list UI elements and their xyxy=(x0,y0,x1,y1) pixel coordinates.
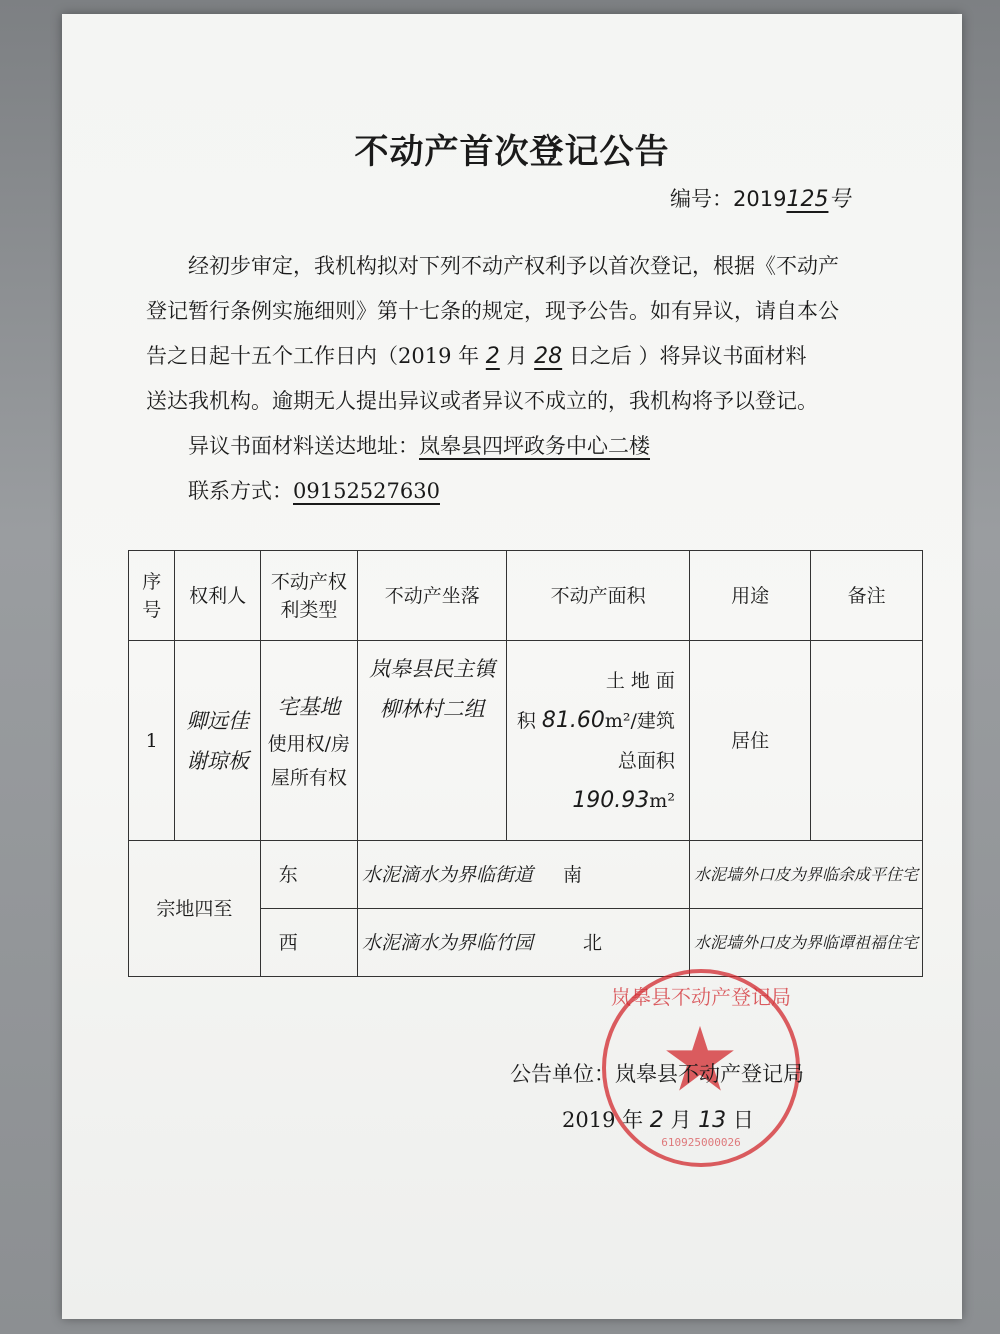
document-title: 不动产首次登记公告 xyxy=(354,132,670,172)
date-year: 2019 年 xyxy=(562,1108,650,1132)
seal-text: 岚皋县不动产登记局 xyxy=(611,985,791,1009)
body-line-3-a: 告之日起十五个工作日内（2019 年 xyxy=(146,344,486,368)
body-line-3 xyxy=(146,334,866,379)
area-line-3 xyxy=(511,741,675,821)
cell-use: 居住 xyxy=(689,641,810,841)
east-label: 东 xyxy=(260,841,357,909)
holder-1: 卿远佳 xyxy=(186,708,250,733)
property-table xyxy=(128,550,923,977)
header-area: 不动产面积 xyxy=(507,551,690,641)
table-header-row xyxy=(129,551,923,641)
issue-date xyxy=(562,1104,754,1134)
objection-month: 2 xyxy=(485,344,500,369)
document-number xyxy=(670,182,850,213)
location-1: 岚皋县民主镇 xyxy=(369,657,496,681)
contact-label: 联系方式： xyxy=(188,479,293,503)
cell-location xyxy=(358,641,507,841)
boundary-label: 宗地四至 xyxy=(129,841,261,977)
objection-day: 28 xyxy=(534,344,563,369)
area-label-d: m² xyxy=(649,789,675,812)
location-2: 柳林村二组 xyxy=(379,697,485,721)
south-label: 南 xyxy=(563,863,583,886)
announcement-body xyxy=(146,244,866,514)
cell-seq: 1 xyxy=(129,641,175,841)
north-value: 水泥墙外口皮为界临谭祖福住宅 xyxy=(689,909,922,977)
header-seq: 序号 xyxy=(129,551,175,641)
body-line-2: 登记暂行条例实施细则》第十七条的规定，现予公告。如有异议，请自本公 xyxy=(146,299,839,323)
land-area-value: 81.60 xyxy=(541,707,605,733)
boundary-row-1 xyxy=(129,841,923,909)
date-day-suffix: 日 xyxy=(726,1108,754,1132)
cell-right-type xyxy=(260,641,357,841)
area-label-a: 积 xyxy=(516,709,542,732)
seal-number: 610925000026 xyxy=(661,1136,741,1149)
body-line-3-b: 月 xyxy=(499,344,535,368)
header-right-type: 不动产权利类型 xyxy=(260,551,357,641)
west-value xyxy=(358,909,690,977)
issuer xyxy=(510,1058,804,1088)
east-text: 水泥滴水为界临街道 xyxy=(362,863,534,886)
doc-no-suffix: 号 xyxy=(828,187,851,212)
header-location: 不动产坐落 xyxy=(358,551,507,641)
issuer-name: 岚皋县不动产登记局 xyxy=(615,1062,804,1086)
contact-line xyxy=(146,469,866,514)
header-use: 用途 xyxy=(689,551,810,641)
cell-note xyxy=(811,641,923,841)
right-type-printed: 使用权/房屋所有权 xyxy=(267,732,351,789)
body-line-3-c: 日之后 ）将异议书面材料 xyxy=(562,344,807,368)
cell-holder xyxy=(175,641,260,841)
doc-no-label: 编号：2019 xyxy=(670,187,787,211)
address-label: 异议书面材料送达地址： xyxy=(188,434,419,458)
header-holder: 权利人 xyxy=(175,551,260,641)
west-label: 西 xyxy=(260,909,357,977)
south-value: 水泥墙外口皮为界临余成平住宅 xyxy=(689,841,922,909)
holder-2: 谢琼板 xyxy=(186,748,250,773)
body-line-1: 经初步审定，我机构拟对下列不动产权利予以首次登记，根据《不动产 xyxy=(188,254,839,278)
date-month: 2 xyxy=(649,1108,664,1133)
area-line-2 xyxy=(511,701,675,741)
area-line-1: 土 地 面 xyxy=(605,669,675,692)
document-paper xyxy=(62,14,962,1319)
east-value xyxy=(358,841,690,909)
address-value: 岚皋县四坪政务中心二楼 xyxy=(419,434,650,458)
body-line-4: 送达我机构。逾期无人提出异议或者异议不成立的，我机构将予以登记。 xyxy=(146,389,818,413)
table-row xyxy=(129,641,923,841)
right-type-handwritten: 宅基地 xyxy=(277,694,341,719)
cell-area xyxy=(507,641,690,841)
header-note: 备注 xyxy=(811,551,923,641)
west-text: 水泥滴水为界临竹园 xyxy=(362,931,534,954)
area-label-b: m²/建筑 xyxy=(604,709,675,732)
building-area-value: 190.93 xyxy=(572,787,650,813)
date-day: 13 xyxy=(698,1108,727,1133)
north-label: 北 xyxy=(583,931,603,954)
address-line xyxy=(146,424,866,469)
area-label-c: 总面积 xyxy=(617,749,675,772)
date-month-suffix: 月 xyxy=(663,1108,699,1132)
doc-no-handwritten: 125 xyxy=(786,187,829,212)
contact-value: 09152527630 xyxy=(293,479,440,503)
issuer-label: 公告单位： xyxy=(510,1062,615,1086)
